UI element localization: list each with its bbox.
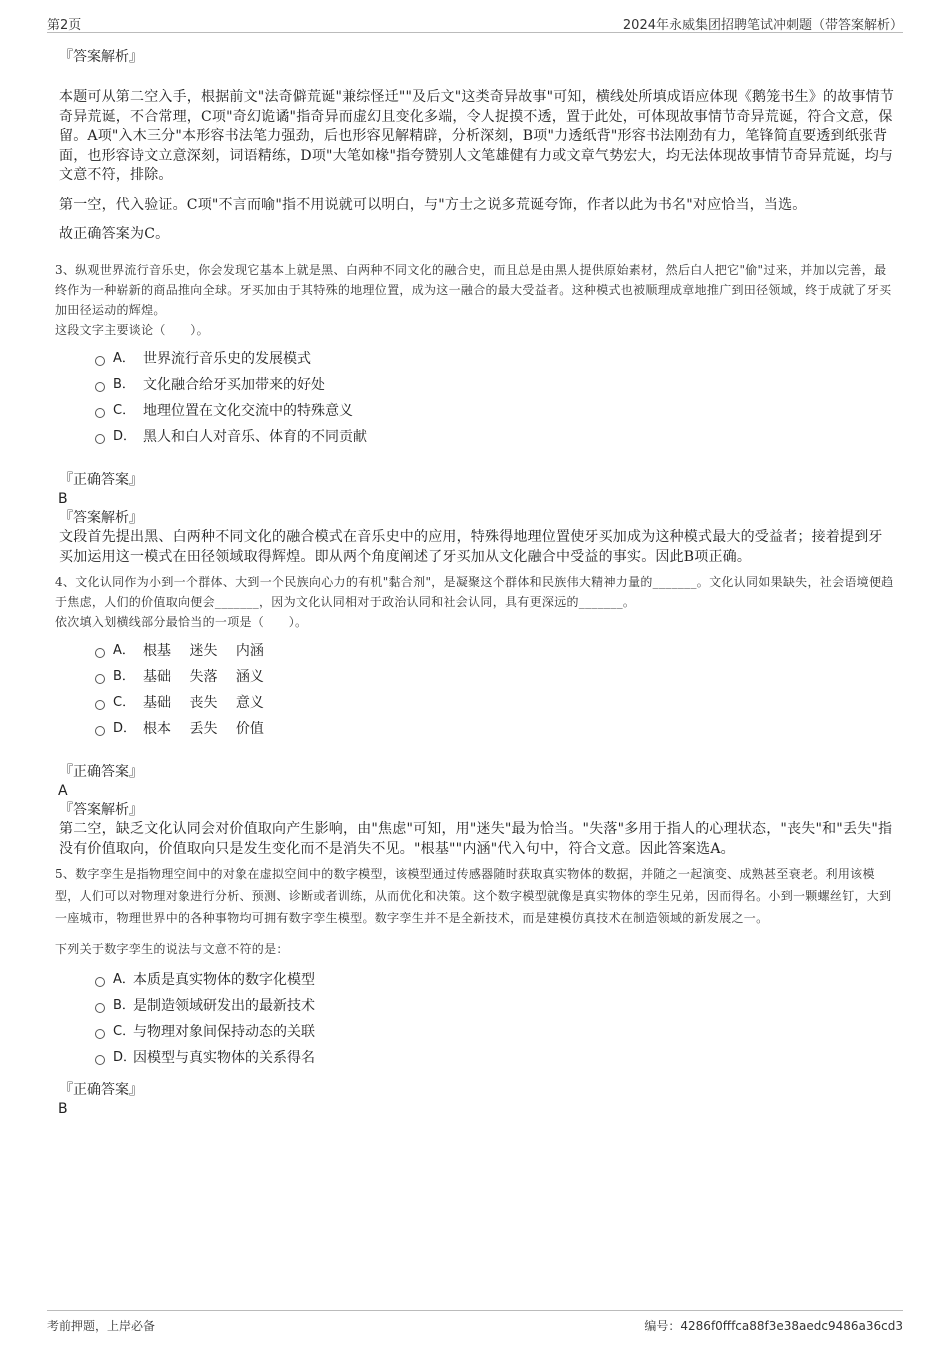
page-number: 第2页 [47,18,82,33]
q3-analysis: 文段首先提出黑、白两种不同文化的融合模式在音乐史中的应用，特殊得地理位置使牙买加成为这种模式最大的受益者；接着提到牙买加运用这一模式在田径领域取得辉煌。即从两个角度阐述了牙买加从文化融合中受益的事实。因此B项正确。 [59,529,883,565]
document-code: 编号：4286f0fffca88f3e38aedc9486a36cd3 [644,1319,903,1333]
radio-icon[interactable] [95,408,105,418]
q5-option-a[interactable]: A． 本质是真实物体的数字化模型 [95,967,895,993]
radio-icon[interactable] [95,1029,105,1039]
q3-answer: B [58,491,68,507]
radio-icon[interactable] [95,382,105,392]
radio-icon[interactable] [95,977,105,987]
document-title: 2024年永威集团招聘笔试冲刺题（带答案解析） [622,18,903,33]
question-4 [55,572,895,859]
q5-prompt: 下列关于数字孪生的说法与文意不符的是： [55,942,289,956]
q3-option-c[interactable]: C． 地理位置在文化交流中的特殊意义 [95,398,895,424]
q4-answer-tag: 『正确答案』 [59,764,143,780]
footer-slogan: 考前押题，上岸必备 [47,1319,156,1333]
q5-options [95,967,895,1071]
radio-icon[interactable] [95,726,105,736]
q3-analysis-tag: 『答案解析』 [59,510,143,526]
q5-option-c[interactable]: C． 与物理对象间保持动态的关联 [95,1019,895,1045]
q4-option-b[interactable]: B． 基础 失落 涵义 [95,664,895,690]
page-footer [47,1310,903,1335]
radio-icon[interactable] [95,356,105,366]
q3-option-d[interactable]: D． 黑人和白人对音乐、体育的不同贡献 [95,424,895,450]
q4-prompt: 依次填入划横线部分最恰当的一项是（ ）。 [55,615,308,629]
q4-options [95,638,895,742]
radio-icon[interactable] [95,700,105,710]
q5-option-b[interactable]: B． 是制造领域研发出的最新技术 [95,993,895,1019]
q2-analysis-p2: 第一空，代入验证。C项"不言而喻"指不用说就可以明白，与"方士之说多荒诞夸饰，作者以此为书名"对应恰当，当选。 [59,196,807,213]
q3-options [95,346,895,450]
q3-option-a[interactable]: A． 世界流行音乐史的发展模式 [95,346,895,372]
radio-icon[interactable] [95,1055,105,1065]
radio-icon[interactable] [95,434,105,444]
q5-stem: 5、数字孪生是指物理空间中的对象在虚拟空间中的数字模型，该模型通过传感器随时获取真实物体的数据，并随之一起演变、成熟甚至衰老。利用该模型，人们可以对物理对象进行分析、预测、诊断或者训练，从而优化和决策。这个数字模型就像是真实物体的孪生兄弟，因而得名。小到一颗螺丝钉，大到一座城市，物理世界中的各种事物均可拥有数字孪生模型。数字孪生并不是全新技术，而是建模仿真技术在制造领域的新发展之一。 [55,867,892,925]
page-header [47,14,903,33]
q4-analysis: 第二空，缺乏文化认同会对价值取向产生影响，由"焦虑"可知，用"迷失"最为恰当。"失落"多用于指人的心理状态，"丧失"和"丢失"指没有价值取向，价值取向只是发生变化而不是消失不见。"根基""内涵"代入句中，符合文意。因此答案选A。 [59,821,893,857]
q5-answer-tag: 『正确答案』 [59,1082,143,1098]
q5-answer: B [58,1101,68,1117]
question-5 [55,863,895,1119]
q3-stem: 3、纵观世界流行音乐史，你会发现它基本上就是黑、白两种不同文化的融合史，而且总是由黑人提供原始素材，然后白人把它"偷"过来，并加以完善，最终作为一种崭新的商品推向全球。牙买加由于其特殊的地理位置，成为这一融合的最大受益者。这种模式也被顺理成章地推广到田径领域，终于成就了牙买加田径运动的辉煌。 [55,263,892,317]
q2-analysis-tag: 『答案解析』 [59,49,143,65]
q4-answer: A [58,783,68,799]
q3-answer-tag: 『正确答案』 [59,472,143,488]
q2-analysis-p3: 故正确答案为C。 [59,226,170,242]
radio-icon[interactable] [95,674,105,684]
q4-option-a[interactable]: A． 根基 迷失 内涵 [95,638,895,664]
q5-option-d[interactable]: D． 因模型与真实物体的关系得名 [95,1045,895,1071]
q4-stem: 4、文化认同作为小到一个群体、大到一个民族向心力的有机"黏合剂"，是凝聚这个群体和民族伟大精神力量的_______。文化认同如果缺失，社会语境便趋于焦虑，人们的价值取向便会_______，因为文化认同相对于政治认同和社会认同，具有更深远的_______。 [55,575,894,609]
q4-analysis-tag: 『答案解析』 [59,802,143,818]
q3-prompt: 这段文字主要谈论（ ）。 [55,323,209,337]
question-3 [55,260,895,567]
q4-option-d[interactable]: D． 根本 丢失 价值 [95,716,895,742]
q3-option-b[interactable]: B． 文化融合给牙买加带来的好处 [95,372,895,398]
q4-option-c[interactable]: C． 基础 丧失 意义 [95,690,895,716]
q2-analysis [55,48,895,245]
radio-icon[interactable] [95,648,105,658]
radio-icon[interactable] [95,1003,105,1013]
q2-analysis-p1: 本题可从第二空入手，根据前文"法奇僻荒诞"兼综怪迁""及后文"这类奇异故事"可知，横线处所填成语应体现《鹅笼书生》的故事情节奇异荒诞，不合常理，C项"奇幻诡谲"指奇异而虚幻且变化多端，令人捉摸不透，置于此处，可体现故事情节奇异荒诞，符合文意，保留。A项"入木三分"本形容书法笔力强劲，后也形容见解精辟，分析深刻，B项"力透纸背"形容书法刚劲有力，笔锋简直要透到纸张背面，也形容诗文立意深刻，词语精练，D项"大笔如椽"指夸赞别人文笔雄健有力或文章气势宏大，均无法体现故事情节奇异荒诞，均与文意不符，排除。 [59,89,895,183]
